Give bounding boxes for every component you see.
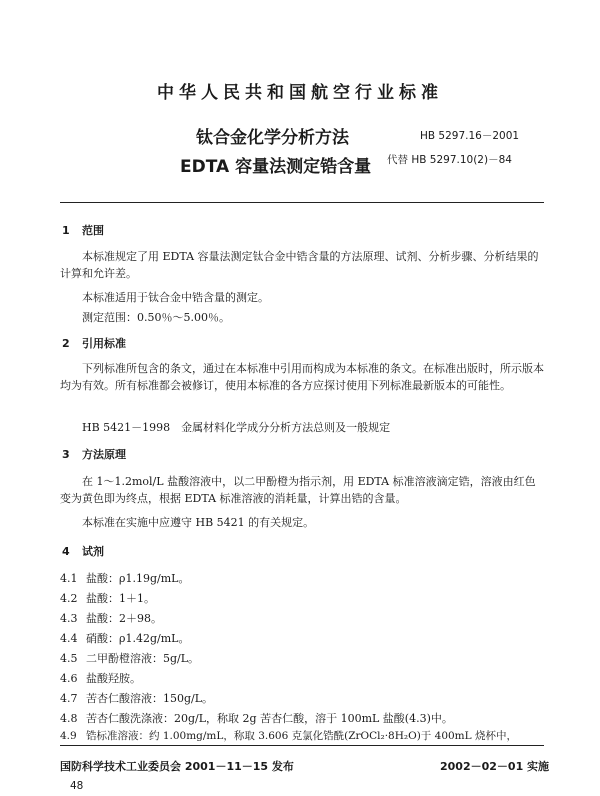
reagent-text: 盐酸：ρ1.19g/mL。 [86, 572, 190, 585]
reagent-number: 4.8 [60, 712, 78, 725]
section-number: 2 [62, 337, 70, 350]
page-number: 48 [70, 780, 84, 792]
reagent-text: 硝酸：ρ1.42g/mL。 [86, 632, 190, 645]
reagent-number: 4.1 [60, 572, 78, 585]
section-number: 1 [62, 224, 70, 237]
scope-range: 测定范围：0.50％～5.00％。 [82, 311, 230, 324]
principle-paragraph: 在 1～1.2mol/L 盐酸溶液中，以二甲酚橙为指示剂，用 EDTA 标准溶液滴定锆，溶液由红色变为黄色即为终点，根据 EDTA 标准溶液的消耗量，计算出锆的含量。 [60, 475, 536, 505]
issue-date: 国防科学技术工业委员会 2001－11－15 发布 [60, 760, 294, 773]
section-heading-principle [62, 446, 126, 462]
scope-applicability: 本标准适用于钛合金中锆含量的测定。 [82, 291, 269, 304]
document-subtitle: EDTA 容量法测定锆含量 [180, 157, 372, 177]
section-number: 4 [62, 545, 70, 558]
reagent-number: 4.6 [60, 672, 78, 685]
section-heading-reagents [62, 543, 104, 559]
section-label: 范围 [82, 224, 104, 237]
reagent-item [60, 630, 189, 646]
reagent-text: 锆标准溶液：约 1.00mg/mL，称取 3.606 克氯化锆酰(ZrOCl₂·8H₂O)于 400mL 烧杯中， [86, 730, 517, 742]
section-number: 3 [62, 448, 70, 461]
reagent-item [60, 610, 162, 626]
reagent-number: 4.5 [60, 652, 78, 665]
reagent-item [60, 710, 453, 726]
reagent-number: 4.4 [60, 632, 78, 645]
reference-item: HB 5421－1998 金属材料化学成分分析方法总则及一般规定 [82, 421, 391, 434]
reagent-text: 盐酸：1＋1。 [86, 592, 155, 605]
principle-compliance: 本标准在实施中应遵守 HB 5421 的有关规定。 [82, 516, 315, 529]
effective-date: 2002－02－01 实施 [440, 760, 550, 773]
standard-number: HB 5297.16－2001 [420, 130, 520, 142]
reagent-item [60, 690, 213, 706]
reagent-text: 盐酸：2＋98。 [86, 612, 162, 625]
reagent-item [60, 590, 155, 606]
section-heading-references [62, 335, 126, 351]
footer-divider [60, 745, 544, 746]
reagent-number: 4.9 [60, 730, 77, 742]
reagent-item [60, 650, 199, 666]
header-divider [60, 202, 544, 203]
section-heading-scope [62, 222, 104, 238]
reagent-text: 苦杏仁酸溶液：150g/L。 [86, 692, 214, 705]
section-label: 方法原理 [82, 448, 126, 461]
reagent-text: 盐酸羟胺。 [86, 672, 141, 685]
reagent-text: 二甲酚橙溶液：5g/L。 [86, 652, 200, 665]
section-label: 引用标准 [82, 337, 126, 350]
reagent-number: 4.3 [60, 612, 78, 625]
replaced-standard: 代替 HB 5297.10(2)－84 [387, 154, 512, 166]
reagent-number: 4.2 [60, 592, 78, 605]
reagent-item [60, 670, 141, 686]
reagent-number: 4.7 [60, 692, 78, 705]
reagent-text: 苦杏仁酸洗涤液：20g/L，称取 2g 苦杏仁酸，溶于 100mL 盐酸(4.3)中。 [86, 712, 453, 725]
reagent-item [60, 728, 517, 743]
section-label: 试剂 [82, 545, 104, 558]
document-title: 钛合金化学分析方法 [196, 128, 349, 148]
references-paragraph: 下列标准所包含的条文，通过在本标准中引用而构成为本标准的条文。在标准出版时，所示版本均为有效。所有标准都会被修订，使用本标准的各方应探讨使用下列标准最新版本的可能性。 [60, 362, 544, 392]
reagent-item [60, 570, 189, 586]
standard-category-header: 中华人民共和国航空行业标准 [157, 83, 443, 103]
scope-paragraph: 本标准规定了用 EDTA 容量法测定钛合金中锆含量的方法原理、试剂、分析步骤、分析结果的计算和允许差。 [60, 250, 539, 280]
